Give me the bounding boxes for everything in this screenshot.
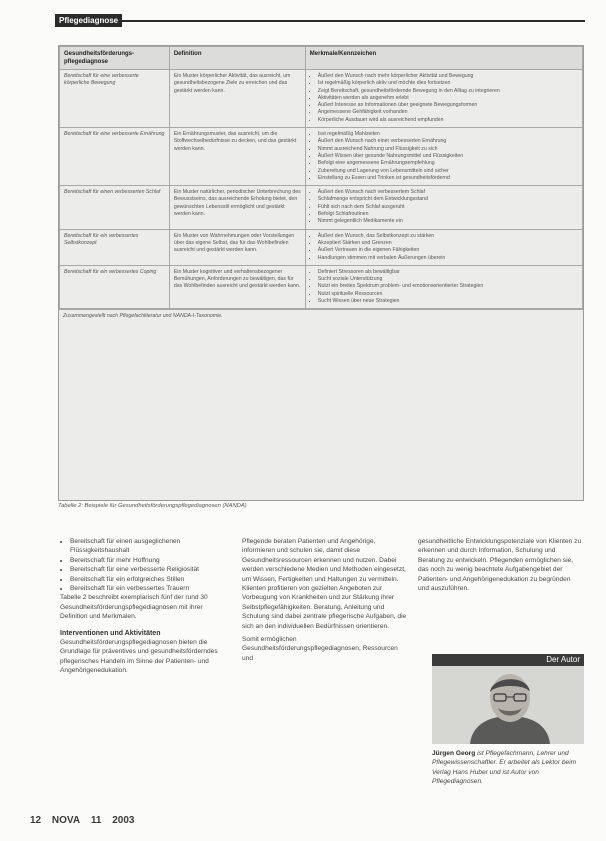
marker-item: • Ist regelmäßig körperlich aktiv und möchte dies fortsetzen	[318, 80, 578, 87]
marker-item: • Einstellung zu Essen und Trinken ist gesundheitsfördernd	[318, 175, 578, 182]
page-footer	[30, 815, 142, 826]
section-header-bar	[55, 14, 585, 28]
marker-item: • Aktivitäten werden als angenehm erlebt	[318, 95, 578, 102]
diagnosis-cell: Bereitschaft für eine verbesserte körperliche Bewegung	[60, 70, 170, 128]
body-paragraph: Pflegende beraten Patienten und Angehörige, informieren und schulen sie, damit diese Gesundheitsressourcen erkennen und nutzen. Dabei werden verschiedene Medien und Methoden eingesetzt, um Wissen, Fertigkeiten und Haltungen zu vermitteln. Klienten profitieren von gezielten Angeboten zur Vorbeugung von Krankheiten und zur Stärkung ihrer Selbstpflegefähigkeiten. Beratung, Anleitung und Schulung sind dabei zentrale pflegerische Aufgaben, die sich an den individuellen Bedürfnissen orientieren.	[242, 538, 407, 630]
marker-item: • Fühlt sich nach dem Schlaf ausgeruht	[318, 204, 578, 211]
issue-number: 11	[90, 815, 102, 826]
markers-cell	[305, 265, 582, 308]
markers-cell	[305, 128, 582, 186]
author-name: Jürgen Georg	[432, 750, 476, 757]
diagnosis-cell: Bereitschaft für eine verbesserte Ernährung	[60, 128, 170, 186]
markers-cell	[305, 186, 582, 229]
body-paragraph: gesundheitliche Entwicklungspotenziale von Klienten zu erkennen und durch Information, Schulung und Beratung zu entwickeln. Pflegenden ermöglichen sie, das noch zu wenig beachtete Aufgabengebiet der Patienten- und Angehörigenedukation zu begründen und auszuführen.	[418, 538, 582, 593]
marker-item: • Äußert Wissen über gesunde Nahrungsmittel und Flüssigkeiten	[318, 153, 578, 160]
list-item: • Bereitschaft für mehr Hoffnung	[70, 556, 225, 565]
marker-item: • Nutzt ein breites Spektrum problem- und emotionsorientierter Strategien	[318, 283, 578, 290]
marker-item: • Äußert Interesse an Informationen über geeignete Bewegungsformen	[318, 102, 578, 109]
marker-item: • Sucht soziale Unterstützung	[318, 276, 578, 283]
marker-item: • Äußert den Wunsch nach verbessertem Schlaf	[318, 189, 578, 196]
definition-cell: Ein Muster kognitiver und verhaltensbezogener Bemühungen, Anforderungen zu bewältigen, das für das Wohlbefinden ausreicht und gestärkt werden kann.	[169, 265, 305, 308]
table-source-note: Zusammengestellt nach Pflegefachliteratur und NANDA-I-Taxonomie.	[59, 309, 583, 324]
list-item: • Bereitschaft für ein verbessertes Trauern	[70, 584, 225, 593]
definition-cell: Ein Ernährungsmuster, das ausreicht, um die Stoffwechselbedürfnisse zu decken, und das gestärkt werden kann.	[169, 128, 305, 186]
author-portrait-icon	[432, 666, 584, 744]
definition-cell: Ein Muster von Wahrnehmungen oder Vorstellungen über das eigene Selbst, das für das Wohlbefinden ausreicht und gestärkt werden kann.	[169, 229, 305, 265]
table-row	[60, 265, 583, 308]
marker-item: • Akzeptiert Stärken und Grenzen	[318, 240, 578, 247]
page-number: 12	[30, 815, 42, 826]
diagnosis-cell: Bereitschaft für ein verbessertes Selbstkonzept	[60, 229, 170, 265]
marker-item: • Handlungen stimmen mit verbalen Äußerungen überein	[318, 255, 578, 262]
table-row	[60, 229, 583, 265]
markers-cell	[305, 229, 582, 265]
author-label: Der Autor	[432, 654, 584, 666]
table-row	[60, 186, 583, 229]
marker-item: • Zeigt Bereitschaft, gesundheitsfördernde Bewegung in den Alltag zu integrieren	[318, 88, 578, 95]
table-row	[60, 128, 583, 186]
marker-item: • Sucht Wissen über neue Strategien	[318, 298, 578, 305]
marker-item: • Definiert Stressoren als bewältigbar	[318, 269, 578, 276]
table-header-cell: Gesundheitsförderungs-pflegediagnose	[60, 47, 170, 70]
section-heading: Interventionen und Aktivitäten	[60, 629, 161, 637]
definition-cell: Ein Muster natürlicher, periodischer Unterbrechung des Bewusstseins, das ausreichende Erholung bietet, den gewünschten Lebensstil ermöglicht und gestärkt werden kann.	[169, 186, 305, 229]
diagnosis-table	[58, 45, 584, 501]
marker-item: • Äußert den Wunsch nach mehr körperlicher Aktivität und Bewegung	[318, 73, 578, 80]
marker-item: • Äußert den Wunsch nach einer verbesserten Ernährung	[318, 138, 578, 145]
markers-cell	[305, 70, 582, 128]
author-description: ist Pflegefachmann, Lehrer und Pflegewissenschaftler. Er arbeitet als Lektor beim Verlag Hans Huber und ist Autor von Pflegediagnosen.	[432, 750, 577, 786]
marker-item: • Isst regelmäßig Mahlzeiten	[318, 131, 578, 138]
marker-item: • Äußert den Wunsch, das Selbstkonzept zu stärken	[318, 233, 578, 240]
section-tag: Pflegediagnose	[55, 14, 122, 27]
table-row	[60, 70, 583, 128]
text-column-2	[242, 537, 407, 663]
list-item: • Bereitschaft für ein erfolgreiches Stillen	[70, 575, 225, 584]
body-paragraph: Gesundheitsförderungspflegediagnosen bieten die Grundlage für präventives und gesundheitsförderndes pflegerisches Handeln im Sinne der Patienten- und Angehörigenedukation.	[60, 639, 218, 675]
marker-item: • Nutzt spirituelle Ressourcen	[318, 291, 578, 298]
table-header-row	[60, 47, 583, 70]
marker-item: • Körperliche Ausdauer wird als ausreichend empfunden	[318, 117, 578, 124]
body-paragraph: Tabelle 2 beschreibt exemplarisch fünf der rund 30 Gesundheitsförderungspflegediagnosen mit ihrer Definition und Merkmalen.	[60, 594, 208, 621]
list-item: • Bereitschaft für einen ausgeglichenen Flüssigkeitshaushalt	[70, 537, 225, 556]
marker-item: • Angemessene Gehfähigkeit vorhanden	[318, 109, 578, 116]
definition-cell: Ein Muster körperlicher Aktivität, das ausreicht, um gesundheitsbezogene Ziele zu erreichen und das gestärkt werden kann.	[169, 70, 305, 128]
list-item: • Bereitschaft für eine verbesserte Religiosität	[70, 565, 225, 574]
table-caption: Tabelle 2: Beispiele für Gesundheitsförderungspflegediagnosen (NANDA)	[58, 503, 247, 509]
issue-year: 2003	[112, 815, 135, 826]
diagnosis-cell: Bereitschaft für einen verbesserten Schlaf	[60, 186, 170, 229]
marker-item: • Nimmt gelegentlich Medikamente ein	[318, 218, 578, 225]
marker-item: • Äußert Vertrauen in die eigenen Fähigkeiten	[318, 247, 578, 254]
marker-item: • Zubereitung und Lagerung von Lebensmitteln sind sicher	[318, 168, 578, 175]
author-bio	[432, 749, 584, 787]
table-header-cell: Merkmale/Kennzeichen	[305, 47, 582, 70]
text-column-1	[60, 537, 225, 676]
marker-item: • Befolgt Schlafroutinen	[318, 211, 578, 218]
text-column-3	[418, 537, 583, 593]
marker-item: • Befolgt eine angemessene Ernährungsempfehlung	[318, 160, 578, 167]
author-photo	[432, 666, 584, 744]
table-header-cell: Definition	[169, 47, 305, 70]
body-paragraph: Somit ermöglichen Gesundheitsförderungspflegediagnosen, Ressourcen und	[242, 636, 398, 662]
diagnosis-cell: Bereitschaft für ein verbessertes Coping	[60, 265, 170, 308]
magazine-name: NOVA	[51, 815, 81, 826]
marker-item: • Schlafmenge entspricht dem Entwicklungsstand	[318, 196, 578, 203]
header-rule	[55, 20, 585, 22]
marker-item: • Nimmt ausreichend Nahrung und Flüssigkeit zu sich	[318, 146, 578, 153]
